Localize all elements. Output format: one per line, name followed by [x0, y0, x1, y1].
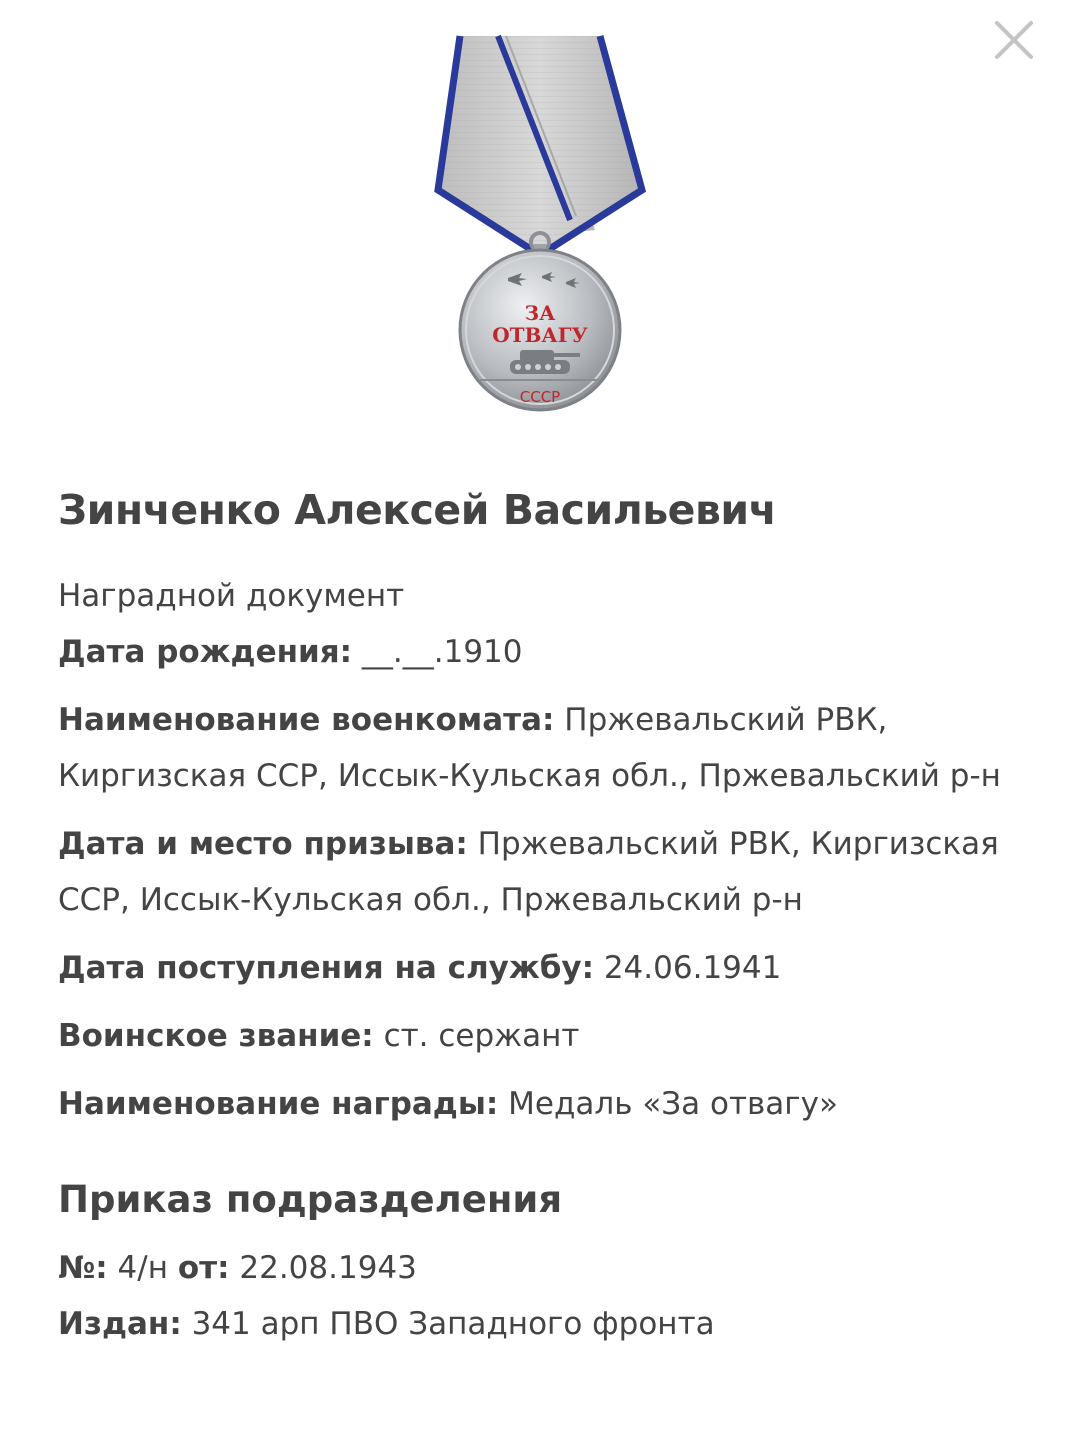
- service-date-row: [58, 940, 1020, 996]
- svg-text:ЗА: ЗА: [524, 301, 556, 325]
- service-date-label: Дата поступления на службу:: [58, 950, 594, 986]
- order-issued-row: [58, 1296, 1020, 1352]
- award-name-row: [58, 1076, 1020, 1132]
- conscription-value: Пржевальский РВК, Киргизская ССР, Иссык-Кульская обл., Пржевальский р-н: [58, 826, 999, 918]
- order-issued-value: 341 арп ПВО Западного фронта: [181, 1306, 715, 1342]
- order-number-row: [58, 1240, 1020, 1296]
- close-button[interactable]: [992, 18, 1036, 62]
- order-number-label: №:: [58, 1250, 108, 1286]
- birth-date-label: Дата рождения:: [58, 634, 353, 670]
- voenkomat-value: Пржевальский РВК, Киргизская ССР, Иссык-Кульская обл., Пржевальский р-н: [58, 702, 1001, 794]
- rank-label: Воинское звание:: [58, 1018, 374, 1054]
- order-issued-label: Издан:: [58, 1306, 182, 1342]
- close-icon: [992, 18, 1036, 62]
- order-number-value: 4/н: [107, 1250, 178, 1286]
- document-type: Наградной документ: [58, 578, 405, 614]
- voenkomat-row: [58, 692, 1020, 804]
- order-date-label: от:: [177, 1250, 230, 1286]
- birth-date-row: [58, 624, 1020, 680]
- svg-text:СССР: СССР: [519, 388, 561, 406]
- svg-text:ОТВАГУ: ОТВАГУ: [492, 323, 588, 347]
- medal-image: [420, 30, 660, 430]
- rank-value: ст. сержант: [373, 1018, 580, 1054]
- voenkomat-label: Наименование военкомата:: [58, 702, 555, 738]
- conscription-label: Дата и место призыва:: [58, 826, 468, 862]
- award-name-value: Медаль «За отвагу»: [498, 1086, 838, 1122]
- rank-row: [58, 1008, 1020, 1064]
- award-details: [58, 480, 1020, 1352]
- person-name: Зинченко Алексей Васильевич: [58, 486, 777, 534]
- award-name-label: Наименование награды:: [58, 1086, 499, 1122]
- order-date-value: 22.08.1943: [229, 1250, 417, 1286]
- birth-date-value: __.__.1910: [352, 634, 523, 670]
- service-date-value: 24.06.1941: [593, 950, 782, 986]
- order-section-title: Приказ подразделения: [58, 1178, 563, 1221]
- conscription-row: [58, 816, 1020, 928]
